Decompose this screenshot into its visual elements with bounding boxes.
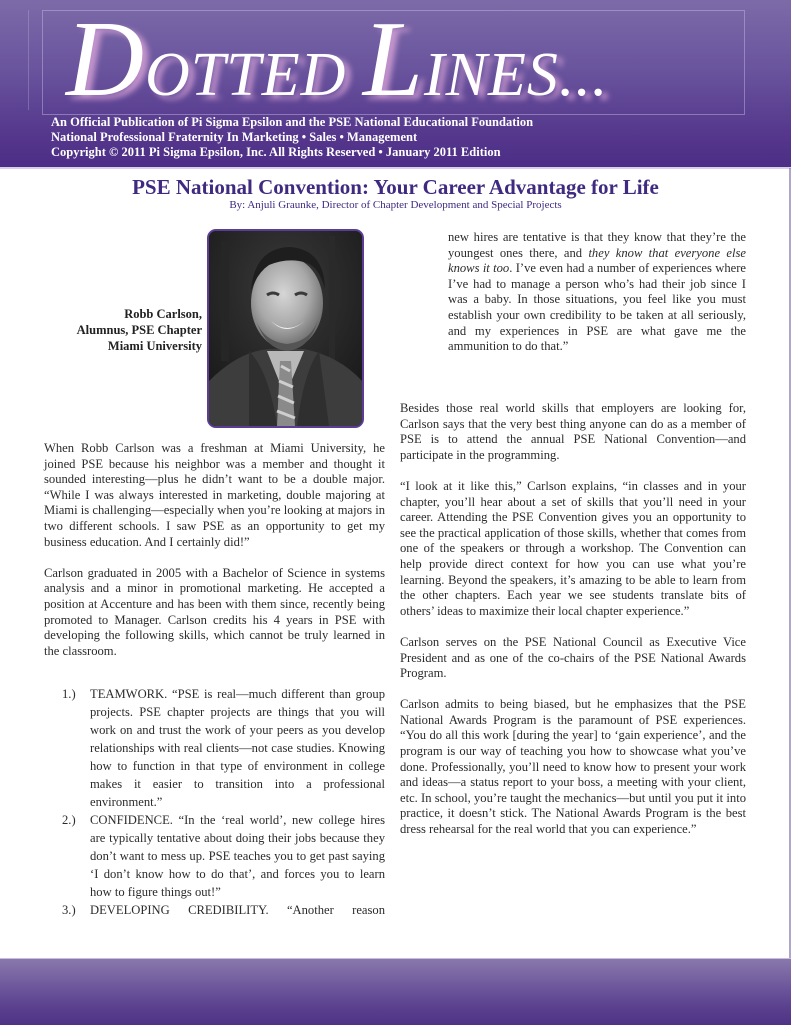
subtitle-line-publication: An Official Publication of Pi Sigma Epsilon and the PSE National Educational Foundation bbox=[51, 115, 534, 129]
continuation-italic: they know that everyone else knows it too bbox=[448, 245, 746, 276]
subtitle-line-copyright: Copyright © 2011 Pi Sigma Epsilon, Inc. All Rights Reserved • January 2011 Edition bbox=[51, 145, 501, 159]
paragraph-council: Carlson serves on the PSE National Council as Executive Vice President and as one of the co-chairs of the PSE National Awards Program. bbox=[400, 634, 746, 681]
article-byline: By: Anjuli Graunke, Director of Chapter Development and Special Projects bbox=[229, 199, 562, 211]
article-headline: PSE National Convention: Your Career Advantage for Life bbox=[132, 175, 659, 199]
masthead bbox=[0, 0, 791, 168]
caption-school: Miami University bbox=[107, 339, 202, 353]
caption-name: Robb Carlson, bbox=[124, 307, 202, 321]
list-text: CONFIDENCE. “In the ‘real world’, new college hires are typically tentative about doing their jobs because they don’t want to mess up. PSE teaches you to get past saying ‘I don’t know how to do that’, and forces you to learn how to figure things out!” bbox=[90, 813, 385, 899]
left-column bbox=[44, 441, 385, 675]
portrait-photo-icon bbox=[207, 229, 364, 428]
footer-band bbox=[0, 958, 791, 1025]
photo-caption bbox=[60, 306, 202, 354]
paragraph-quote: “I look at it like this,” Carlson explains, “in classes and in your chapter, you’ll hear about a set of skills that you’ll need in your career. Attending the PSE Convention gives you an opportunity to see the practical application of those skills, whether that comes from one of the speakers or through a workshop. The Convention can help provide direct context for how you can use what you’re learning. Beyond the speakers, it’s amazing to be able to learn from the other chapters. Each year we see students translate bits of others’ ideas to maximize their local chapter experience.” bbox=[400, 478, 746, 618]
title-initial-l: L bbox=[362, 0, 424, 119]
list-number: 3.) bbox=[62, 903, 76, 917]
continuation-text-1: new hires are tentative is that they know that they’re the youngest ones there, and bbox=[448, 230, 746, 260]
skill-3-continuation bbox=[448, 230, 746, 355]
paragraph-convention: Besides those real world skills that employers are looking for, Carlson says that the very best thing anyone can do as a member of PSE is to attend the annual PSE National Convention—and participate in the programming. bbox=[400, 401, 746, 462]
title-word-dotted: OTTED bbox=[145, 41, 363, 109]
publication-title bbox=[66, 0, 609, 119]
list-item bbox=[62, 685, 385, 811]
caption-role: Alumnus, PSE Chapter bbox=[76, 323, 202, 337]
list-number: 1.) bbox=[62, 687, 76, 701]
subtitle-line-fraternity: National Professional Fraternity In Marketing • Sales • Management bbox=[51, 130, 418, 144]
continuation-text-2: . I’ve even had a number of experiences where I’ve had to manage a person who’s had their job since I was a baby. In those situations, you feel like you must establish your own credibility to be taken at all seriously, and my experiences in PSE are what gave me the ammunition to do that.” bbox=[448, 261, 746, 354]
list-text: DEVELOPING CREDIBILITY. “Another reason bbox=[90, 903, 385, 917]
right-column bbox=[400, 401, 746, 853]
skills-list bbox=[62, 685, 385, 919]
list-number: 2.) bbox=[62, 813, 76, 827]
list-text: TEAMWORK. “PSE is real—much different than group projects. PSE chapter projects are things that you will work on and trust the work of your peers as you develop relationships with real clients—not case studies. Knowing how to function in that type of environment in college makes it easier to transition into a professional environment.” bbox=[90, 687, 385, 809]
list-item bbox=[62, 811, 385, 901]
masthead-divider bbox=[0, 167, 791, 169]
paragraph-intro: When Robb Carlson was a freshman at Miami University, he joined PSE because his neighbor was a member and thought it sounded interesting—plus he didn’t want to be a double major. “While I was always interested in marketing, double majoring at Miami is challenging—especially when you’re looking at majors in two different schools. I saw PSE as an opportunity to get my business education. And I certainly did!” bbox=[44, 441, 385, 549]
masthead-subtitle bbox=[51, 115, 533, 160]
paragraph-awards: Carlson admits to being biased, but he emphasizes that the PSE National Awards Program is the paramount of PSE experiences. “You do all this work [during the year] to ‘gain experience’, and the program is our way of teaching you how to showcase what you’ve done. Professionally, you’ll need to know how to present your work and ideas—a status report to your boss, a meeting with your client, etc. In school, you’re taught the mechanics—but until you put it into practice, it doesn’t stick. The National Awards Program is the best dress rehearsal for the real world that you can experience.” bbox=[400, 697, 746, 837]
title-word-lines: INES... bbox=[423, 41, 609, 109]
title-initial-d: D bbox=[66, 0, 145, 119]
paragraph-graduation: Carlson graduated in 2005 with a Bachelor of Science in systems analysis and a minor in promotional marketing. He accepted a position at Accenture and has been with them since, recently being promoted to Manager. Carlson credits his 4 years in PSE with developing the following skills, which cannot be truly learned in the classroom. bbox=[44, 565, 385, 658]
list-item bbox=[62, 901, 385, 919]
